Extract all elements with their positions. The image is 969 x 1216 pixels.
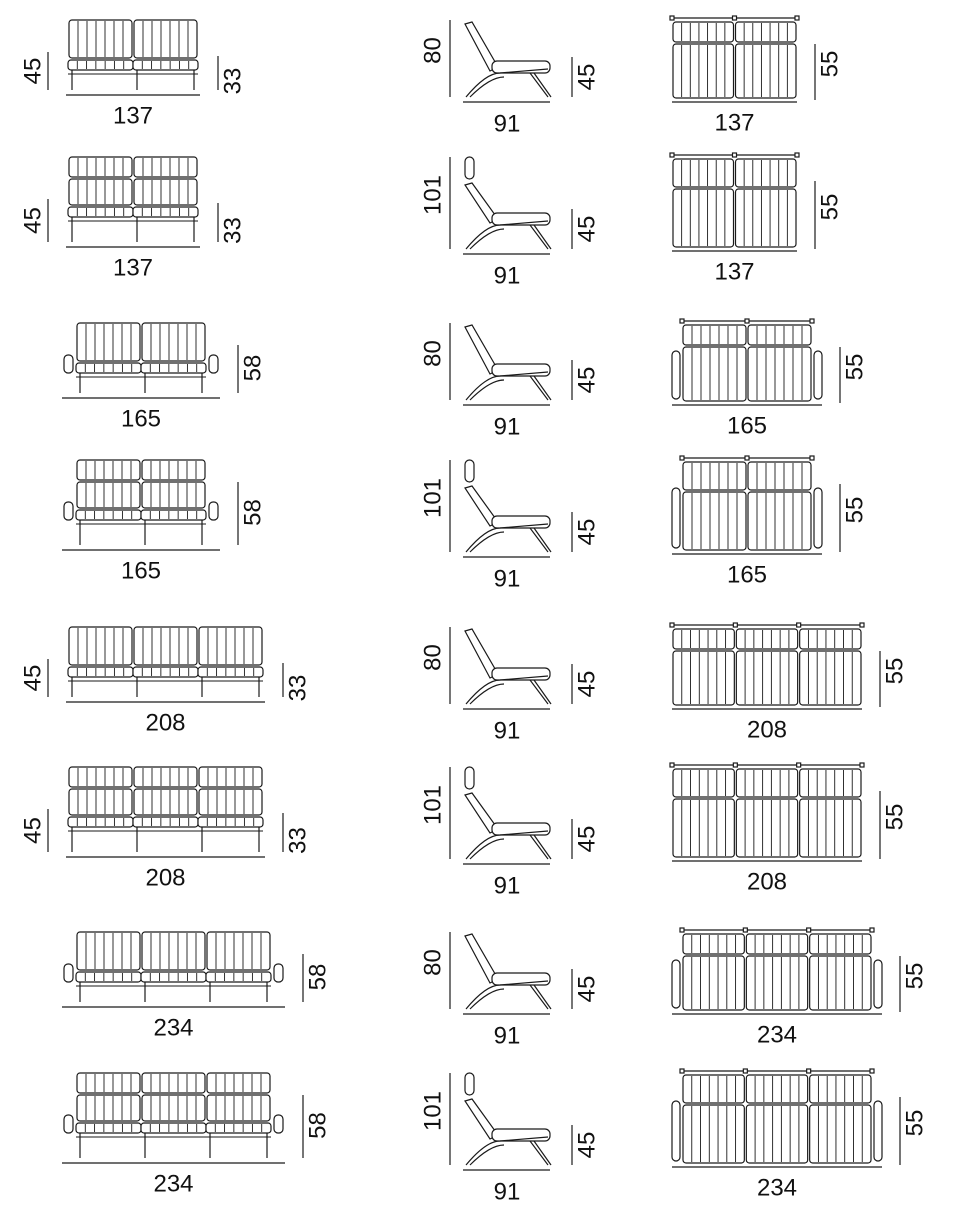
front-view-8 (62, 1073, 331, 1197)
top-depth-label: 55 (816, 50, 844, 78)
front-right-height-label: 33 (284, 674, 312, 702)
side-view-1 (419, 20, 600, 137)
side-seat-height-label: 45 (573, 670, 601, 698)
side-width-label: 91 (493, 262, 521, 290)
front-width-label: 137 (112, 102, 154, 130)
arm-left (64, 502, 73, 520)
top-width-label: 208 (746, 716, 788, 744)
front-right-height-label: 58 (304, 963, 332, 991)
side-height-label: 80 (419, 37, 447, 64)
side-width-label: 91 (493, 413, 521, 441)
front-width-label: 165 (120, 405, 162, 433)
top-view-5 (670, 623, 908, 743)
front-width-label: 234 (153, 1014, 194, 1042)
top-view-4 (672, 456, 868, 588)
front-right-height-label: 58 (304, 1112, 332, 1139)
side-height-label: 101 (419, 1090, 447, 1132)
side-view-2 (419, 157, 600, 289)
front-width-label: 137 (112, 254, 154, 282)
top-view-3 (672, 319, 868, 439)
arm-right (274, 1115, 283, 1133)
arm-left (672, 488, 680, 548)
arm-left (672, 960, 680, 1008)
side-width-label: 91 (493, 872, 521, 900)
side-height-label: 80 (419, 949, 447, 976)
front-width-label: 208 (145, 864, 186, 892)
side-width-label: 91 (493, 565, 521, 593)
arm-right (874, 1101, 882, 1161)
front-width-label: 165 (120, 557, 162, 585)
top-depth-label: 55 (881, 657, 909, 685)
top-view-1 (670, 16, 843, 136)
side-view-8 (419, 1073, 600, 1205)
top-width-label: 234 (756, 1174, 798, 1202)
arm-left (672, 351, 680, 399)
front-view-3 (62, 323, 266, 432)
top-width-label: 165 (726, 412, 768, 440)
headrest (465, 460, 474, 482)
front-right-height-label: 58 (239, 354, 267, 382)
top-view-7 (672, 928, 928, 1048)
top-view-6 (670, 763, 908, 895)
front-view-4 (62, 460, 266, 584)
side-seat-height-label: 45 (573, 366, 601, 394)
side-view-7 (419, 932, 600, 1049)
side-height-label: 101 (419, 477, 447, 519)
arm-right (274, 964, 283, 982)
top-depth-label: 55 (901, 1109, 929, 1137)
front-view-1 (19, 20, 246, 129)
side-width-label: 91 (493, 1178, 521, 1206)
headrest (465, 157, 474, 179)
headrest (465, 1073, 474, 1095)
arm-right (209, 355, 218, 373)
side-seat-height-label: 45 (573, 215, 601, 243)
front-view-5 (19, 627, 311, 736)
side-width-label: 91 (493, 717, 521, 745)
side-width-label: 91 (493, 1022, 521, 1050)
side-width-label: 91 (493, 110, 521, 138)
front-right-height-label: 58 (239, 499, 267, 526)
arm-left (64, 355, 73, 373)
side-height-label: 101 (419, 174, 447, 216)
front-left-height-label: 45 (19, 57, 47, 85)
side-seat-height-label: 45 (573, 518, 601, 546)
side-seat-height-label: 45 (573, 975, 601, 1003)
top-width-label: 234 (756, 1021, 798, 1049)
side-seat-height-label: 45 (573, 1131, 601, 1159)
top-view-8 (672, 1069, 928, 1201)
side-height-label: 101 (419, 784, 447, 826)
top-depth-label: 55 (816, 193, 844, 221)
top-view-2 (670, 153, 843, 285)
top-width-label: 137 (714, 109, 755, 137)
top-depth-label: 55 (901, 962, 929, 990)
front-width-label: 208 (145, 709, 186, 737)
top-width-label: 208 (746, 868, 788, 896)
front-right-height-label: 33 (219, 217, 247, 244)
top-depth-label: 55 (881, 803, 909, 831)
side-view-5 (419, 627, 600, 744)
front-right-height-label: 33 (219, 67, 247, 95)
arm-right (814, 488, 822, 548)
front-width-label: 234 (153, 1170, 194, 1198)
side-height-label: 80 (419, 340, 447, 367)
front-left-height-label: 45 (19, 207, 47, 234)
side-view-4 (419, 460, 600, 592)
front-left-height-label: 45 (19, 817, 47, 844)
top-depth-label: 55 (841, 496, 869, 524)
arm-right (814, 351, 822, 399)
arm-left (672, 1101, 680, 1161)
side-seat-height-label: 45 (573, 63, 601, 91)
front-view-2 (19, 157, 246, 281)
arm-right (209, 502, 218, 520)
side-height-label: 80 (419, 644, 447, 671)
front-right-height-label: 33 (284, 827, 312, 854)
front-view-6 (19, 767, 311, 891)
front-view-7 (62, 932, 331, 1041)
side-seat-height-label: 45 (573, 825, 601, 853)
side-view-3 (419, 323, 600, 440)
side-view-6 (419, 767, 600, 899)
front-left-height-label: 45 (19, 664, 47, 692)
arm-left (64, 1115, 73, 1133)
arm-right (874, 960, 882, 1008)
top-width-label: 137 (714, 258, 755, 286)
arm-left (64, 964, 73, 982)
top-width-label: 165 (726, 561, 768, 589)
top-depth-label: 55 (841, 353, 869, 381)
headrest (465, 767, 474, 789)
